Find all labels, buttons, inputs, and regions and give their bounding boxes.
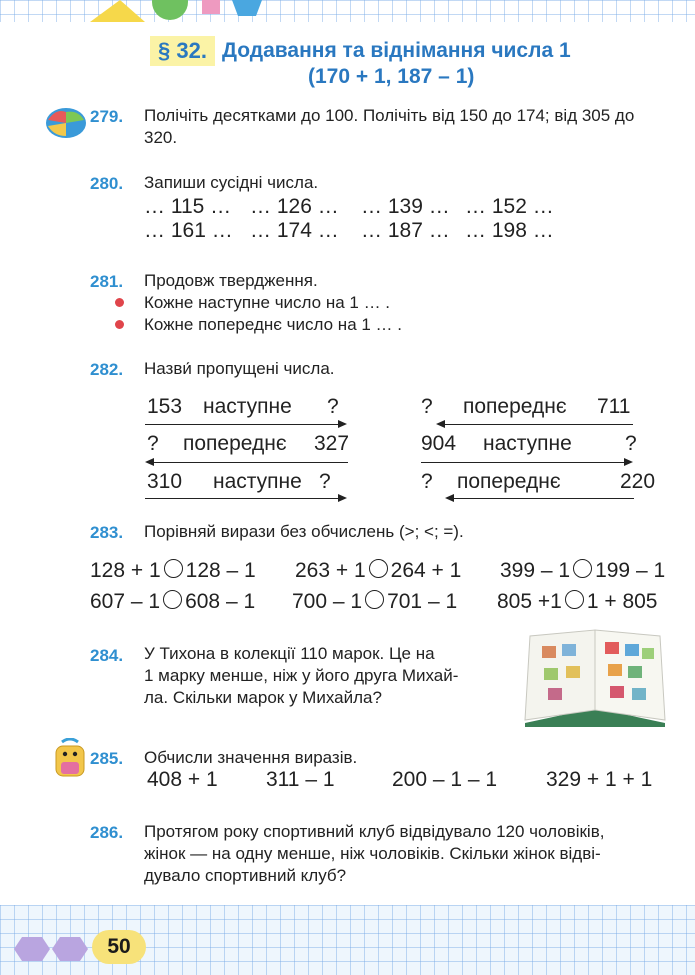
arrowhead-right-icon	[624, 458, 633, 466]
sequence-value: ?	[147, 432, 159, 455]
compare-item	[292, 590, 457, 614]
compare-circle-icon[interactable]	[163, 590, 182, 609]
sequence-value: ?	[421, 470, 433, 493]
task-279-text-line2: 320.	[144, 128, 178, 147]
compare-item	[500, 559, 665, 583]
compare-right: 264 + 1	[390, 559, 462, 582]
sequence-value: 711	[597, 395, 631, 418]
task-284-text-line2: 1 марку менше, ніж у його друга Михай-	[144, 666, 459, 685]
neighbor-item: … 139 …	[361, 195, 450, 218]
expression-item: 408 + 1	[147, 768, 218, 791]
neighbor-item: … 115 …	[144, 195, 232, 218]
page-subtitle: (170 + 1, 187 – 1)	[308, 65, 475, 88]
compare-circle-icon[interactable]	[369, 559, 388, 578]
arrow-right-icon	[421, 462, 627, 463]
neighbor-item: … 187 …	[361, 219, 450, 242]
task-279-text-line1: Полічіть десятками до 100. Полічіть від 150 до 174; від 305 до	[144, 106, 635, 125]
compare-circle-icon[interactable]	[565, 590, 584, 609]
task-282-text: Назви́ пропущені числа.	[144, 359, 335, 378]
compare-circle-icon[interactable]	[573, 559, 592, 578]
arrowhead-right-icon	[338, 494, 347, 502]
sequence-word: попереднє	[457, 470, 561, 493]
expression-item: 200 – 1 – 1	[392, 768, 498, 791]
arrowhead-right-icon	[338, 420, 347, 428]
task-286-number: 286.	[90, 823, 124, 842]
hexagon-icon	[14, 937, 50, 961]
task-284-text-line3: ла. Скільки марок у Михайла?	[144, 688, 382, 707]
compare-right: 199 – 1	[595, 559, 666, 582]
expression-item: 311 – 1	[266, 768, 335, 791]
task-283-number: 283.	[90, 523, 124, 542]
expression-item: 329 + 1 + 1	[546, 768, 653, 791]
compare-circle-icon[interactable]	[365, 590, 384, 609]
task-280-number: 280.	[90, 174, 124, 193]
arrow-left-icon	[152, 462, 348, 463]
task-279-number: 279.	[90, 107, 124, 126]
compare-left: 128 + 1	[90, 559, 161, 582]
task-281-bullet1: Кожне наступне число на 1 … .	[144, 293, 391, 312]
compare-item	[90, 559, 256, 583]
page-number: 50	[92, 930, 146, 964]
page-title: Додавання та віднімання числа 1	[222, 39, 571, 62]
neighbor-item: … 198 …	[465, 219, 554, 242]
task-285-number: 285.	[90, 749, 124, 768]
puzzle-icon	[44, 106, 88, 140]
neighbor-item: … 152 …	[465, 195, 554, 218]
sequence-word: попереднє	[183, 432, 287, 455]
sequence-word: наступне	[213, 470, 302, 493]
arrow-left-icon	[443, 424, 633, 425]
compare-circle-icon[interactable]	[164, 559, 183, 578]
task-284-text-line1: У Тихона в колекції 110 марок. Це на	[144, 644, 435, 663]
sequence-word: наступне	[483, 432, 572, 455]
task-281-number: 281.	[90, 272, 124, 291]
task-284-number: 284.	[90, 646, 124, 665]
task-283-text: Порівняй вирази без обчислень (>; <; =).	[144, 522, 464, 541]
task-282-number: 282.	[90, 360, 124, 379]
compare-item	[497, 590, 657, 614]
sequence-value: 220	[620, 470, 656, 493]
bullet-icon	[115, 298, 124, 307]
compare-left: 607 – 1	[90, 590, 161, 613]
sequence-value: 153	[147, 395, 183, 418]
bullet-icon	[115, 320, 124, 329]
backpack-icon	[50, 738, 90, 778]
compare-left: 399 – 1	[500, 559, 571, 582]
sequence-value: 327	[314, 432, 350, 455]
compare-left: 700 – 1	[292, 590, 363, 613]
neighbor-item: … 174 …	[250, 219, 339, 242]
sequence-value: ?	[319, 470, 331, 493]
neighbor-item: … 161 …	[144, 219, 233, 242]
compare-left: 805 +1	[497, 590, 562, 613]
sequence-value: 904	[421, 432, 457, 455]
compare-right: 128 – 1	[185, 559, 256, 582]
arrow-right-icon	[145, 424, 341, 425]
task-286-text-line3: дувало спортивний клуб?	[144, 866, 347, 885]
compare-item	[90, 590, 255, 614]
compare-item	[295, 559, 461, 583]
task-286-text-line2: жінок — на одну менше, ніж чоловіків. Скільки жінок відві-	[144, 844, 601, 863]
task-285-text: Обчисли значення виразів.	[144, 748, 358, 767]
arrow-left-icon	[452, 498, 634, 499]
hexagon-icon	[52, 937, 88, 961]
task-281-bullet2: Кожне попереднє число на 1 … .	[144, 315, 402, 334]
stamp-album-image	[520, 628, 670, 728]
compare-right: 1 + 805	[586, 590, 658, 613]
sequence-value: ?	[625, 432, 637, 455]
sequence-word: наступне	[203, 395, 292, 418]
sequence-value: 310	[147, 470, 183, 493]
sequence-word: попереднє	[463, 395, 567, 418]
neighbor-item: … 126 …	[250, 195, 339, 218]
sequence-value: ?	[327, 395, 339, 418]
arrow-right-icon	[145, 498, 341, 499]
compare-left: 263 + 1	[295, 559, 366, 582]
task-280-text: Запиши сусідні числа.	[144, 173, 319, 192]
task-281-text: Продовж твердження.	[144, 271, 318, 290]
compare-right: 701 – 1	[387, 590, 458, 613]
sequence-value: ?	[421, 395, 433, 418]
shapes-decoration-icon	[90, 0, 270, 22]
section-number: § 32.	[150, 36, 215, 66]
task-286-text-line1: Протягом року спортивний клуб відвідувало 120 чоловіків,	[144, 822, 605, 841]
compare-right: 608 – 1	[185, 590, 256, 613]
